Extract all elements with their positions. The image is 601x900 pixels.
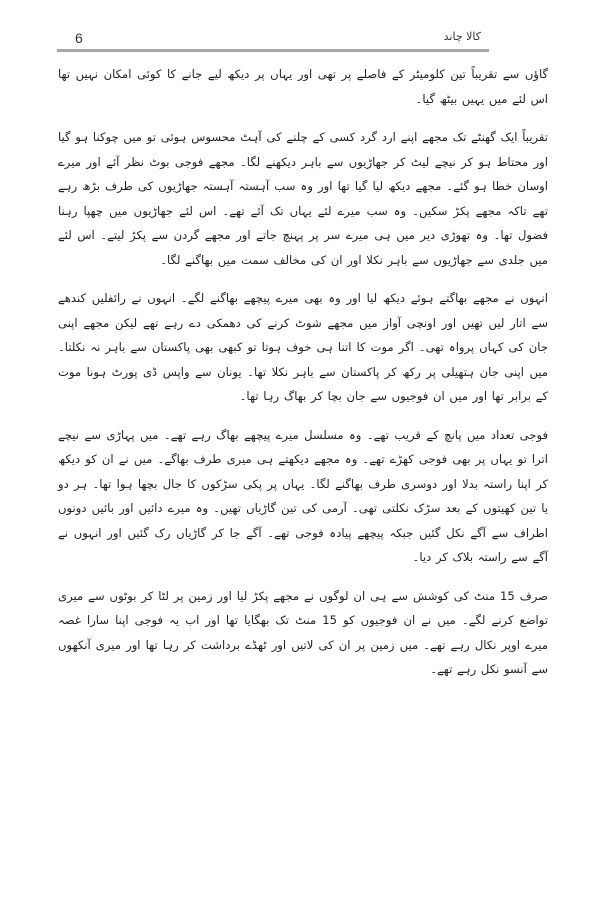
header-divider — [57, 49, 489, 52]
paragraph: فوجی تعداد میں پانچ کے قریب تھے۔ وہ مسلسل میرے پیچھے بھاگ رہے تھے۔ میں پہاڑی سے نیچے اترا تو یہاں پر بھی فوجی کھڑے تھے۔ وہ مجھے دیکھتے ہی میری طرف بھاگے۔ میں نے ان کو دیکھ کر اپنا راستہ بدلا اور دوسری طرف بھاگنے لگا۔ یہاں پر پکی سڑکوں کا جال بچھا ہوا تھا۔ ہر دو یا تین کھیتوں کے بعد سڑک نکلتی تھی۔ آرمی کی تین گاڑیاں تھیں۔ وہ میرے دائیں اور بائیں دونوں اطراف سے آگے نکل گئیں جبکہ پیچھے پیادہ فوجی تھے۔ آگے جا کر گاڑیاں رک گئیں اور انہوں نے آگے سے راستہ بلاک کر دیا۔ — [58, 427, 548, 564]
paragraph: گاؤں سے تقریباً تین کلومیٹر کے فاصلے پر تھی اور یہاں پر دیکھ لیے جانے کا کوئی امکان نہیں تھا اس لئے میں یہیں بیٹھ گیا۔ — [58, 67, 548, 106]
page-number: 6 — [75, 30, 83, 46]
page-body — [58, 62, 548, 696]
paragraph: تقریباً ایک گھنٹے تک مجھے اپنے ارد گرد کسی کے چلنے کی آہٹ محسوس ہوئی تو میں چوکنا ہو گیا اور محتاط ہو کر نیچے لیٹ کر جھاڑیوں سے باہر دیکھنے لگا۔ مجھے فوجی بوٹ نظر آئے اور میرے اوسان خطا ہو گئے۔ مجھے دیکھ لیا گیا تھا اور وہ سب آہستہ آہستہ جھاڑیوں کی طرف بڑھ رہے تھے تاکہ مجھے پکڑ سکیں۔ وہ سب میرے لئے یہاں تک آئے تھے۔ اس لئے جھاڑیوں میں چھپا رہنا فضول تھا۔ وہ تھوڑی دیر میں ہی میرے سر پر پہنچ جاتے اور مجھے گردن سے پکڑ لیتے۔ اس لئے میں جلدی سے جھاڑیوں سے باہر نکلا اور ان کی مخالف سمت میں بھاگنے لگا۔ — [58, 130, 548, 267]
paragraph: انہوں نے مجھے بھاگتے ہوئے دیکھ لیا اور وہ بھی میرے پیچھے بھاگنے لگے۔ انہوں نے رائفلیں کندھے سے اتار لیں تھیں اور اونچی آواز میں مجھے شوٹ کرنے کی دھمکی دے رہے تھے لیکن مجھے اپنی جان کی کہاں پرواہ تھی۔ اگر موت کا اتنا ہی خوف ہوتا تو کبھی بھی پاکستان سے باہر نہ نکلتا۔ میں اپنی جان ہتھیلی پر رکھ کر پاکستان سے باہر نکلا تھا۔ یونان سے واپس ڈی پورٹ ہونا موت کے برابر تھا اور میں ان فوجیوں سے جان بچا کر بھاگ رہا تھا۔ — [58, 291, 548, 403]
page-header — [57, 26, 489, 48]
book-title: کالا چاند — [443, 30, 481, 43]
paragraph: صرف 15 منٹ کی کوشش سے ہی ان لوگوں نے مجھے پکڑ لیا اور زمین پر لٹا کر بوٹوں سے میری تواضع کرنے لگے۔ میں نے ان فوجیوں کو 15 منٹ تک بھگایا تھا اور اب یہ فوجی اپنا سارا غصہ میرے اوپر نکال رہے تھے۔ میں زمین پر ان کی لاتیں اور ٹھڈے برداشت کر رہا تھا اور میری آنکھوں سے آنسو نکل رہے تھے۔ — [58, 588, 548, 676]
